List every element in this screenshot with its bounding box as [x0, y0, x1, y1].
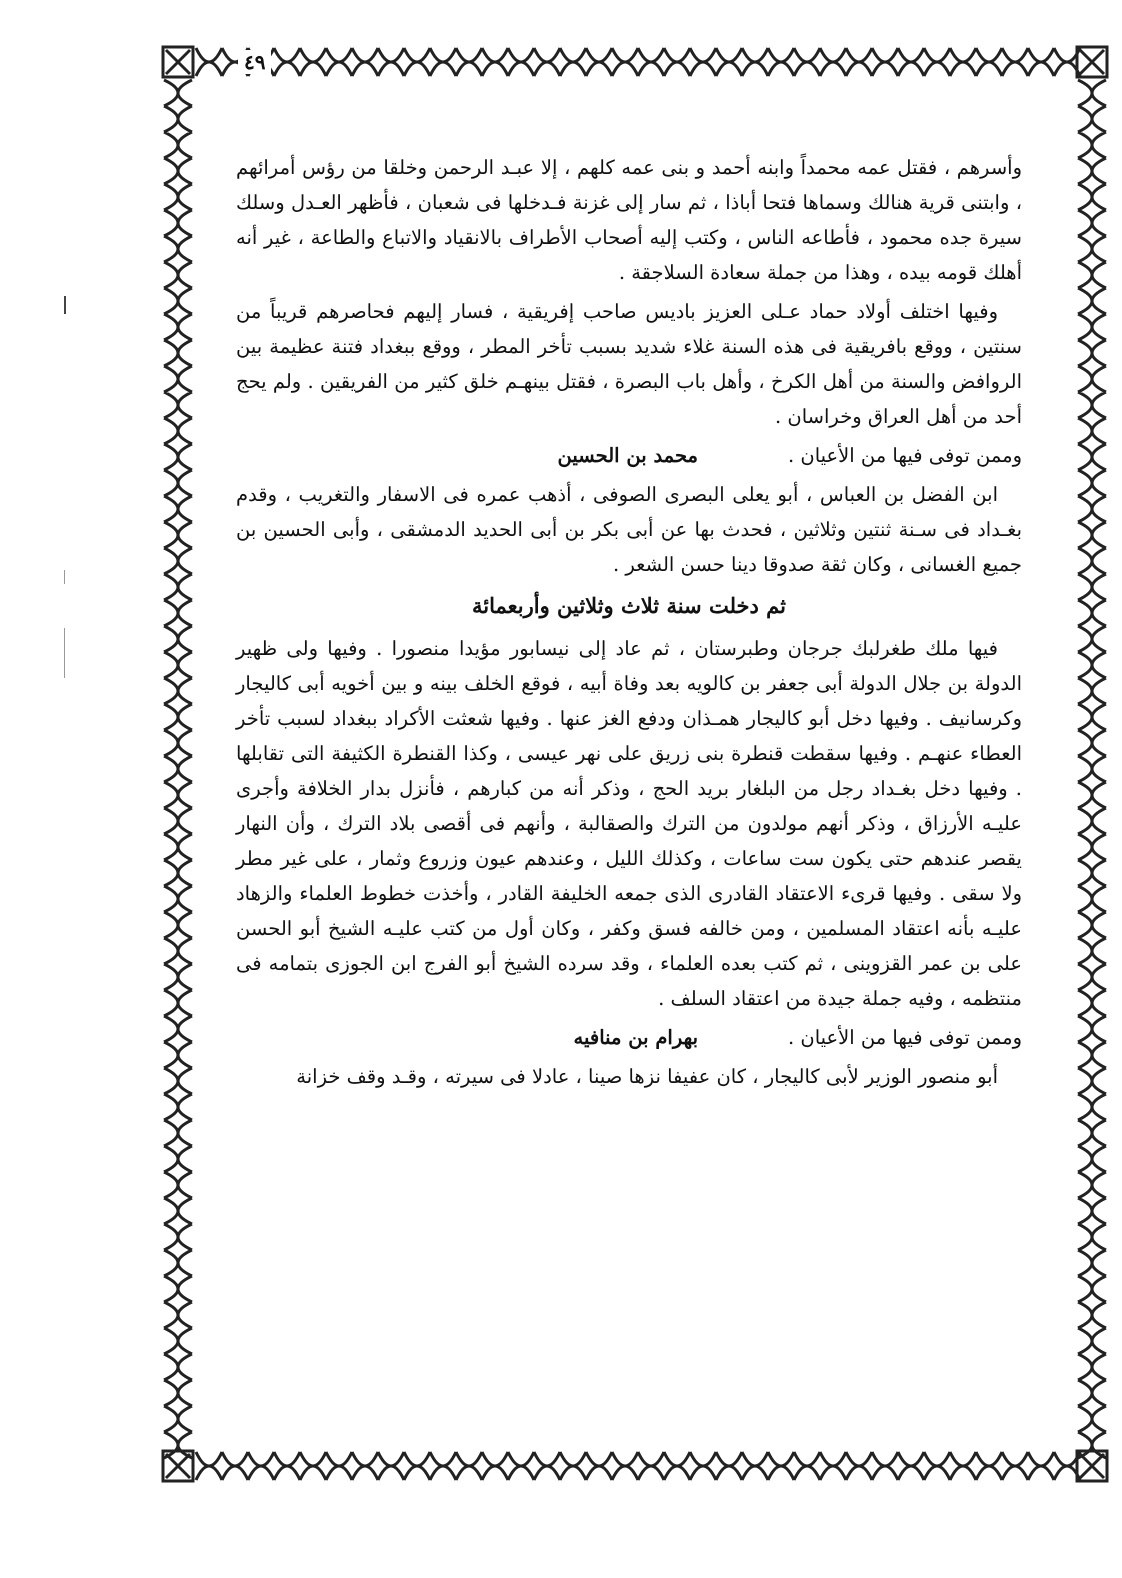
obituary-intro: وممن توفى فيها من الأعيان . [788, 1026, 1022, 1049]
paragraph: وأسرهم ، فقتل عمه محمداً وابنه أحمد و بنى عمه كلهم ، إلا عبـد الرحمن وخلقا من رؤس أمرائهم ، وابتنى قرية هنالك وسماها فتحا أباذا ، ثم سار إلى غزنة فـدخلها فى شعبان ، فأظهر العـدل وسلك سيرة جده محمود ، فأطاعه الناس ، وكتب إليه أصحاب الأطراف بالانقياد والاتباع والطاعة ، غير أنه أهلك قومه بيده ، وهذا من جملة سعادة السلاجقة . [236, 156, 1022, 284]
paragraph: فيها ملك طغرلبك جرجان وطبرستان ، ثم عاد إلى نيسابور مؤيدا منصورا . وفيها ولى ظهير الدولة بن جلال الدولة أبى جعفر بن كالويه بعد وفاة أبيه ، فوقع الخلف بينه و بين أخويه أبى كاليجار وكرسانيف . وفيها دخل أبو كاليجار همـذان ودفع الغز عنها . وفيها شعثت الأكراد ببغداد لسبب تأخر العطاء عنهـم . وفيها سقطت قنطرة بنى زريق على نهر عيسى ، وكذا القنطرة الكثيفة التى تقابلها . وفيها دخل بغـداد رجل من البلغار بريد الحج ، وذكر أنه من كبارهم ، فأنزل بدار الخلافة وأجرى عليـه الأرزاق ، وذكر أنهم مولدون من الترك والصقالبة ، وأنهم فى أقصى بلاد الترك ، وأن النهار يقصر عندهم حتى يكون ست ساعات ، وكذلك الليل ، وعندهم عيون وزروع وثمار ، على غير مطر ولا سقى . وفيها قرىء الاعتقاد القادرى الذى جمعه الخليفة القادر ، وأخذت خطوط العلماء والزهاد عليـه بأنه اعتقاد المسلمين ، ومن خالفه فسق وكفر ، وكان أول من كتب عليـه الشيخ أبو الحسن على بن عمر القزوينى ، ثم كتب بعده العلماء ، وقد سرده الشيخ أبو الفرج ابن الجوزى بتمامه فى منتظمه ، وفيه جملة جيدة من اعتقاد السلف . [236, 637, 1022, 1010]
page-body [236, 150, 1022, 1098]
margin-mark [64, 296, 66, 314]
obituary-heading [236, 438, 1022, 473]
margin-mark [64, 570, 65, 584]
obituary-heading [236, 1020, 1022, 1055]
paragraph: ابن الفضل بن العباس ، أبو يعلى البصرى الصوفى ، أذهب عمره فى الاسفار والتغريب ، وقدم بغـداد فى سـنة ثنتين وثلاثين ، فحدث بها عن أبى بكر بن أبى الحديد الدمشقى ، وأبى الحسين بن جميع الغسانى ، وكان ثقة صدوقا دينا حسن الشعر . [236, 483, 1022, 576]
obituary-name: محمد بن الحسين [557, 444, 698, 467]
paragraph: وفيها اختلف أولاد حماد عـلى العزيز باديس صاحب إفريقية ، فسار إليهم فحاصرهم قريباً من سنتين ، ووقع بافريقية فى هذه السنة غلاء شديد بسبب تأخر المطر ، ووقع ببغداد فتنة عظيمة بين الروافض والسنة من أهل الكرخ ، وأهل باب البصرة ، فقتل بينهـم خلق كثير من الفريقين . ولم يحج أحد من أهل العراق وخراسان . [236, 300, 1022, 428]
obituary-intro: وممن توفى فيها من الأعيان . [788, 444, 1022, 467]
year-heading: ثم دخلت سنة ثلاث وثلاثين وأربعمائة [471, 593, 787, 618]
paragraph: أبو منصور الوزير لأبى كاليجار ، كان عفيفا نزها صينا ، عادلا فى سيرته ، وقـد وقف خزانة [296, 1065, 998, 1088]
margin-mark [64, 628, 65, 678]
obituary-name: بهرام بن منافيه [573, 1026, 698, 1049]
page-number: ٤٩ [238, 50, 271, 74]
